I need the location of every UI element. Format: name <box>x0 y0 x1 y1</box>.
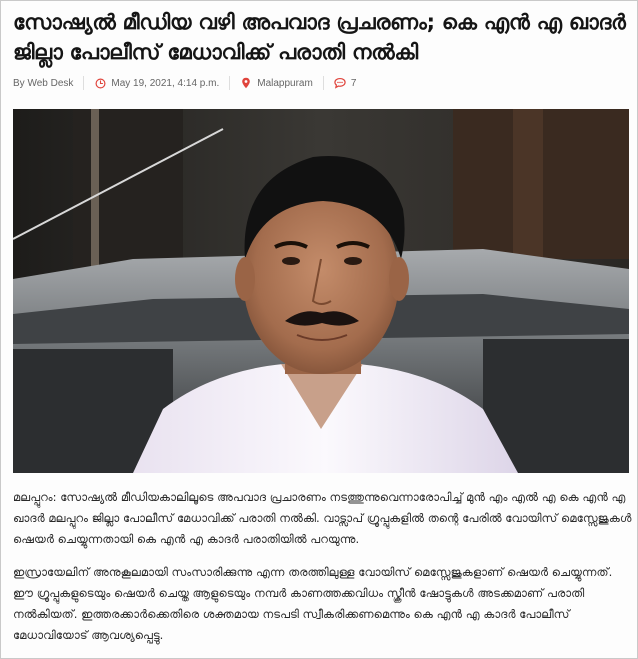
comment-icon <box>334 77 346 89</box>
map-pin-icon <box>240 77 252 89</box>
clock-icon <box>94 77 106 89</box>
meta-divider <box>229 76 230 90</box>
author-name: By Web Desk <box>13 77 74 89</box>
meta-divider <box>83 76 84 90</box>
meta-divider <box>323 76 324 90</box>
comments-count: 7 <box>350 77 357 89</box>
article-paragraph: ഇസ്രായേലിന് അനുകൂലമായി സംസാരിക്കുന്നു എന്ന തരത്തിലുള്ള വോയിസ് മെസ്സേജുകളാണ് ഷെയർ ചെയ്യുന്നത്. ഈ ഗ്രൂപ്പുകളുടെയും ഷെയർ ചെയ്ത ആളുടെയും നമ്പർ കാണത്തക്കവിധം സ്ക്രീൻ ഷോട്ടുകൾ അടക്കമാണ് പരാതി നൽകിയത്. ഇത്തരക്കാർക്കെതിരെ ശക്തമായ നടപടി സ്വീകരിക്കണമെന്നും കെ എൻ എ കാദർ പോലീസ് മേധാവിയോട് ആവശ്യപ്പെട്ടു. <box>13 565 613 642</box>
article-paragraph: മലപ്പുറം: സോഷ്യൽ മീഡിയകാലിലൂടെ അപവാദ പ്രചാരണം നടത്തുന്നുവെന്നാരോപിച്ച് മുൻ എം എൽ എ കെ എൻ എ ഖാദർ മലപ്പുറം ജില്ലാ പോലീസ് മേധാവിക്ക് പരാതി നൽകി. വാട്സാപ് ഗ്രൂപ്പുകളിൽ തന്റെ പേരിൽ വോയിസ് മെസ്സേജുകൾ ഷെയർ ചെയ്യുന്നതായി കെ എൻ എ കാദർ പരാതിയിൽ പറയുന്നു. <box>13 490 632 546</box>
author-byline[interactable] <box>13 78 73 89</box>
article-location[interactable] <box>240 77 313 89</box>
article-title: സോഷ്യൽ മീഡിയ വഴി അപവാദ പ്രചരണം; കെ എൻ എ ഖാദർ ജില്ലാ പോലീസ് മേധാവിക്ക് പരാതി നൽകി <box>13 10 626 64</box>
publish-date <box>94 77 219 89</box>
location-text: Malappuram <box>257 77 313 89</box>
article-body <box>13 487 633 658</box>
comments-link[interactable] <box>334 77 357 89</box>
article-meta <box>13 75 356 91</box>
article-photo <box>13 109 629 473</box>
publish-date-text: May 19, 2021, 4:14 p.m. <box>111 77 220 89</box>
